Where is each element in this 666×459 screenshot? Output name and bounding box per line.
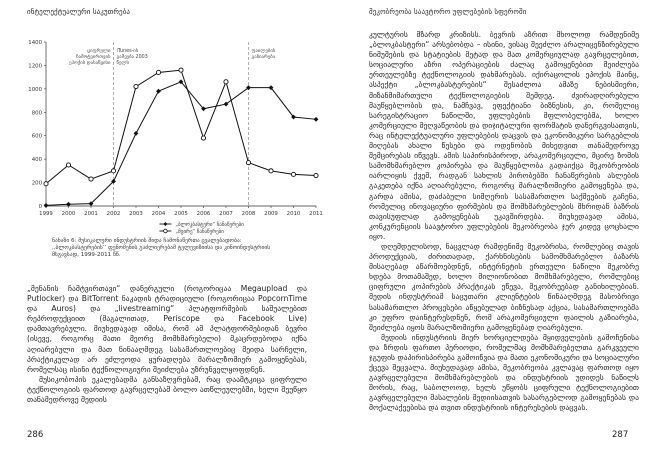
right-body-text <box>369 30 639 414</box>
paragraph: მედიის ინდუსტრიის მიერ ხორციელდება მყიდველების გამოჩენისა და ზრდის ფართო პერიოდი, რომელმაც მომხმარებელთა გარკვეული ჯგუფის დაპირისპირება გამოიწვია და მათი ეკონომიკური და სოციალური ქცევა შეცვალა. მიუხედავად ამისა, მეკობრეობა კვლავაც ფართოდ იყო გავრცელებული მომხმარებლების და ინდუსტრიის უდიდეს ნაწილს შორის, რაც, საბოლოოდ, ხელს უწყობს ციფრული ტექნოლოგიებით გავრცელებული მასალების მედიისათვის სასარგებლოდ გამოყენებას და მოქალაქეებისა და თვით ინდუსტრიის ინტერესების დაცვას. <box>369 332 639 413</box>
data-point-series-2 <box>314 173 318 177</box>
data-point-series-2 <box>224 80 228 84</box>
y-tick-label: 0 <box>38 204 42 210</box>
data-point-series-1 <box>134 131 139 136</box>
data-point-series-1 <box>156 89 161 94</box>
y-tick-label: 1000 <box>28 86 42 93</box>
x-tick-label: 2003 <box>129 211 143 217</box>
series-line-2 <box>46 70 316 184</box>
x-tick-label: 2004 <box>151 211 166 217</box>
y-tick-label: 600 <box>31 133 42 140</box>
data-point-series-2 <box>201 136 205 140</box>
figure-caption: ნახაზი 6: მუსიკალური ინდუსტრიის შიდა ჩამონაწერთა ცვალებადობა: ,,ბლოკბასტერების’’ ფენომენის გაძლიერებამ ტელევიზიისა და კინოინდუსტრიის მსგავსად, 1999-2011 წწ. <box>52 238 271 259</box>
y-tick-label: 800 <box>31 110 42 117</box>
paragraph: დღემდელისოდ, ნაცვლად რამდენიმე მეკობრისა, რომლებიც თავის პროდუქციას, ძირითადად, ქარხნისების სამომხმარებლო ბაზარს მისაღებად აწარმოებდნენ, ინტერნეტის ერთეული ნაწილი მეკობრე ხდება მოთამაშედ, ხოლო მილიონობით მომხმარებელი, რომლებიც ციფრული კოპირების პრაქტიკას ეწევა, მეკობრეებად განიხილებიან. მედის ინდუსტრიამ საცუთარი კლიენტების წინააღმდეგ მასობრივი სასამართლო პროცესები აწყებულად ბიზნესად აქცია, სასამართლოებმა კი უფრო დაინტერესდნენ, რომ არაკომერციული ფაილის გაზიარება, შეიძლება იყოს მარალზომიერი გამოყენებად ღიარებული. <box>369 241 639 332</box>
x-tick-label: 2011 <box>309 211 323 217</box>
series-line-1 <box>46 82 316 206</box>
data-point-series-2 <box>246 161 250 165</box>
data-point-series-2 <box>89 177 93 181</box>
paragraph: კულტურის მზარდ კრიზისს. ბევრის აზრით მხოლოდ რამდენიმე „ბლოკბასტერი“ არსებობდა – ისინი, ვისაც შეეძლო არალიცენზირებული ნიმუშების და სტატიების მეტად და მათ კომერციულად გავრცელებით, სოციალური აზრი ოპერაციების ძალაც გამოყენებით მეიძლება ერთეულებზე ტექნოლოგიის დახმარებას. იქირაცოლის ეპოქის მაინც, ასპექტი „ბლოკბასტერების“ შესაძლოა ამაზე ნებისმიერი, მიზანმიმართული ტექნოლოგიების შემდეგ. ძვირადღირებული მაუწყებლობის და, ნამჩვავ, ეფექტიანი ბიზნესის, კი, რომელიც სარეგისტრაციო ნაწილში, უფლებების მფლობელებმა, ხოლო კომერციული მეღვაწეობის და დიჯიტალური ფორმატის დანერგვისათვის, რაც ინტელექტუალური უფლებების დაცვის და ეკონომიკური სარგებლის მიღებას ახალი წესები და ოდენობის მიხედვით თანამედროვე შემცირებას იწვევს. ამის საპირისპიროდ, არაკომერციული, მცირე ზომის სამომხმარებლო კოპირება და მაუწყებლობა გადაიქცა მეკობრეობის იარლიყის ქვეშ, რადგან სახლის პირობებში ჩანაწერების ასლების გაკეთება იქნა აღიარებული, როგორც მარალზომიერი გამოყენება და, გარდა ამისა, დაძაბული სიმღერის სასამართლო საქმეების გაჩენა, რომელიც ინოვაციური ფირმების და მომხმარებლების მხრიდან ბაზრის თავისუფლად გამოყენებას უკავშირდება. მიუხედავად ამისა, კონკურენციის საავტორო უფლებების მეკობრეობა ჯერ კიდევ ცოცხალი იყო. <box>369 30 639 241</box>
legend-marker <box>163 222 167 226</box>
x-tick-label: 2006 <box>196 211 211 217</box>
y-tick-label: 1400 <box>28 40 42 46</box>
x-tick-label: 2005 <box>174 211 188 217</box>
data-point-series-2 <box>134 84 138 88</box>
legend-label: „ბლოკბასტერი“ ჩანაწერები <box>175 222 244 228</box>
x-tick-label: 1999 <box>39 211 53 217</box>
y-tick-label: 200 <box>31 180 42 187</box>
x-tick-label: 2007 <box>219 211 233 217</box>
x-tick-label: 2009 <box>264 211 278 217</box>
page-number-left: 286 <box>27 430 44 440</box>
data-point-series-2 <box>291 172 295 176</box>
legend-marker <box>164 229 168 233</box>
annotation-label: ციფრული <box>87 49 111 54</box>
annotation-label: ეპოქის დასაწყისი <box>69 61 111 66</box>
y-tick-label: 1200 <box>28 63 42 70</box>
running-head-right: მეკობრეობა საავტორო უფლებების სფეროში <box>369 8 527 16</box>
annotation-label: გაზიარება <box>251 55 276 60</box>
data-point-series-2 <box>269 169 273 173</box>
left-body-text <box>27 284 307 405</box>
paragraph: მუსიკობოპის ეკალებადმა განსაზღვრებამ, რაც დაამტკიცა ციფრული ტექნოლოგიის ფართოდ გავრცელებამ ბოლო ათწლეულებში, ხელი შეუწყო თანამედროვე მედიის <box>27 374 307 405</box>
running-head-left: ინტელექტუალური საკუთრება <box>27 8 131 16</box>
annotation-label: ჩამოტვირთვის <box>76 55 111 60</box>
data-point-series-2 <box>156 70 160 74</box>
x-tick-label: 2002 <box>106 211 121 217</box>
annotation-label: წელს <box>116 61 130 66</box>
y-tick-label: 400 <box>31 157 42 164</box>
data-point-series-1 <box>44 203 49 208</box>
annotation-label: გაშვება 2003 <box>116 55 148 60</box>
x-tick-label: 2010 <box>286 211 301 217</box>
x-tick-label: 2001 <box>84 211 98 217</box>
x-tick-label: 2000 <box>61 211 76 217</box>
data-point-series-2 <box>179 68 183 72</box>
legend-label: „მცირე“ ჩანაწერები <box>175 229 224 235</box>
data-point-series-2 <box>44 182 48 186</box>
x-tick-label: 2008 <box>241 211 256 217</box>
line-chart <box>22 32 326 264</box>
data-point-series-2 <box>111 169 115 173</box>
annotation-label: iTunes-ის <box>116 49 139 54</box>
chart-svg <box>22 32 326 242</box>
data-point-series-1 <box>314 117 319 122</box>
page-number-right: 287 <box>612 430 629 440</box>
paragraph: „მენანის ჩამტვირთავი“ დანერგული (როგორიცაა Megaupload და Putlocker) და BitTorrent ნაკადის ტრადიციული (როგორიცაა PopcornTime და Auros) და „livestreaming“ პლატფორმების საშუალებით რეპროდუქციით (მაგალითად, Periscope და Facebook Live) დამთავრებული. მიუხედავად იმისა, რომ ამ პლატფორმებიდან ბევრი (ისევე, როგორც მათი მეორე მომხმარებელი) მკაცრდებოდა იქნა აღიარებული და მათ ნინააღმდეგ სასამართლოებიც მეიდა სარჩელი, პრაქტიკულად არ ეძლეოდა ყურადღება მარალზომიერ გამოყენებას, რომელსაც ისინი ტექნოლოგიური შეიძლება უზრუნველყოფდნენ. <box>27 284 307 374</box>
data-point-series-2 <box>66 163 70 167</box>
right-page <box>333 0 666 459</box>
annotation-label: ფაილების <box>251 49 276 54</box>
